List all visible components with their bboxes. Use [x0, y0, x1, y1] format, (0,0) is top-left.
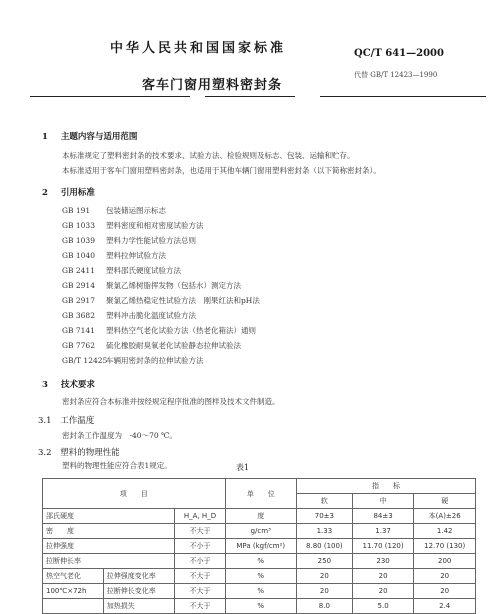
subsection-title: 工作温度	[60, 416, 95, 426]
reference-code: GB 2917	[62, 296, 95, 305]
reference-code: GB/T 12425	[62, 356, 108, 365]
row-value-soft: 70±3	[296, 509, 352, 524]
table-row	[43, 584, 476, 599]
subsection-3-1-heading	[38, 414, 94, 426]
reference-item	[62, 205, 166, 216]
row-item: 拉断伸长率	[43, 554, 175, 569]
reference-title: 塑料热空气老化试验方法（热老化箱法）通则	[106, 326, 256, 335]
row-value-hard: 本(A)±26	[414, 509, 476, 524]
table-row	[43, 554, 476, 569]
row-item: 100℃×72h	[43, 584, 104, 599]
row-unit: %	[225, 569, 296, 584]
row-subitem: 加热损失	[103, 599, 175, 614]
row-value-hard: 200	[414, 554, 476, 569]
reference-title: 车辆用密封条的拉伸试验方法	[106, 356, 204, 365]
section-number: 2	[42, 188, 48, 198]
row-value-medium: 20	[352, 584, 414, 599]
row-value-soft: 8.80 (100)	[296, 539, 352, 554]
subsection-3-1-text: 密封条工作温度为 -40～70 ℃。	[62, 431, 177, 440]
table-row	[43, 539, 476, 554]
row-item: 邵氏硬度	[43, 509, 175, 524]
row-value-soft: 250	[296, 554, 352, 569]
row-method: 不小于	[175, 554, 225, 569]
row-value-soft: 20	[296, 584, 352, 599]
reference-code: GB 2411	[62, 266, 95, 275]
section-2-heading	[42, 186, 95, 198]
reference-item	[62, 265, 181, 276]
row-value-medium: 84±3	[352, 509, 414, 524]
reference-code: GB 1040	[62, 251, 95, 260]
reference-code: GB 3682	[62, 311, 95, 320]
reference-title: 聚氯乙烯热稳定性试验方法 刚果红法和pH法	[106, 296, 260, 305]
reference-code: GB 7762	[62, 341, 95, 350]
row-value-soft: 1.33	[296, 524, 352, 539]
row-unit: %	[225, 584, 296, 599]
reference-title: 聚氯乙烯树脂挥发物（包括水）测定方法	[106, 281, 241, 290]
section-title: 引用标准	[60, 188, 95, 198]
row-item	[43, 599, 104, 614]
subsection-number: 3.2	[38, 448, 52, 458]
header-rule-mid	[205, 96, 295, 97]
row-subitem: 拉伸强度变化率	[103, 569, 175, 584]
row-unit: g/cm³	[225, 524, 296, 539]
section-number: 3	[42, 380, 48, 390]
reference-code: GB 7141	[62, 326, 95, 335]
section-1-heading	[42, 130, 137, 142]
reference-title: 塑料拉伸试验方法	[106, 251, 166, 260]
row-method: 不大于	[175, 584, 225, 599]
section-1-paragraph: 本标准适用于客车门窗用塑料密封条，也适用于其他车辆门窗用塑料密封条（以下简称密封条）。	[62, 166, 381, 175]
row-value-hard: 20	[414, 569, 476, 584]
section-3-paragraph: 密封条应符合本标准并按经规定程序批准的图样及技术文件制造。	[62, 397, 280, 406]
section-title: 主题内容与适用范围	[60, 132, 138, 142]
reference-item	[62, 340, 241, 351]
table-row	[43, 509, 476, 524]
row-value-hard: 1.42	[414, 524, 476, 539]
header-rule-right	[320, 96, 486, 97]
row-unit: 度	[225, 509, 296, 524]
reference-title: 硫化橡胶耐臭氧老化试验静态拉伸试验法	[106, 341, 241, 350]
document-title: 客车门窗用塑料密封条	[142, 78, 283, 93]
reference-item	[62, 220, 204, 231]
table-row	[43, 524, 476, 539]
subsection-number: 3.1	[38, 416, 52, 426]
row-method: 不小于	[175, 539, 225, 554]
subsection-3-2-text: 塑料的物理性能应符合表1规定。	[62, 461, 172, 470]
row-method: 不大于	[175, 569, 225, 584]
reference-title: 塑料密度和相对密度试验方法	[106, 221, 204, 230]
row-subitem: 拉断伸长变化率	[103, 584, 175, 599]
row-value-hard: 20	[414, 584, 476, 599]
row-unit: %	[225, 554, 296, 569]
subsection-3-2-heading	[38, 446, 120, 458]
row-item: 密 度	[43, 524, 175, 539]
section-3-heading	[42, 378, 95, 390]
row-value-medium: 1.37	[352, 524, 414, 539]
row-item: 热空气老化	[43, 569, 104, 584]
reference-item	[62, 235, 196, 246]
row-item: 拉伸强度	[43, 539, 175, 554]
row-method: H_A, H_D	[175, 509, 225, 524]
header-medium: 中	[352, 494, 414, 509]
row-value-medium: 11.70 (120)	[352, 539, 414, 554]
replaces-note: 代替 GB/T 12423—1990	[354, 71, 438, 79]
row-unit: %	[225, 599, 296, 614]
reference-code: GB 1039	[62, 236, 95, 245]
national-standard-heading: 中华人民共和国国家标准	[110, 41, 287, 56]
row-value-medium: 230	[352, 554, 414, 569]
row-method: 不大于	[175, 524, 225, 539]
row-value-soft: 20	[296, 569, 352, 584]
reference-item	[62, 355, 204, 366]
reference-item	[62, 310, 196, 321]
reference-title: 包装储运图示标志	[106, 206, 166, 215]
row-value-medium: 20	[352, 569, 414, 584]
reference-item	[62, 280, 241, 291]
reference-code: GB 2914	[62, 281, 95, 290]
row-value-hard: 12.70 (130)	[414, 539, 476, 554]
row-value-hard: 2.4	[414, 599, 476, 614]
row-method: 不大于	[175, 599, 225, 614]
section-1-paragraph: 本标准规定了塑料密封条的技术要求、试验方法、检验规则及标志、包装、运输和贮存。	[62, 151, 355, 160]
header-soft: 软	[296, 494, 352, 509]
reference-title: 塑料冲击脆化温度试验方法	[106, 311, 196, 320]
header-index-group: 指 标	[296, 479, 475, 494]
subsection-title: 塑料的物理性能	[60, 448, 120, 458]
header-rule-left	[30, 96, 190, 97]
header-item: 项 目	[43, 479, 226, 509]
reference-item	[62, 295, 260, 306]
section-title: 技术要求	[60, 380, 95, 390]
reference-item	[62, 325, 256, 336]
section-number: 1	[42, 132, 48, 142]
reference-code: GB 191	[62, 206, 91, 215]
reference-title: 塑料邵氏硬度试验方法	[106, 266, 181, 275]
reference-code: GB 1033	[62, 221, 95, 230]
header-unit: 单 位	[225, 479, 296, 509]
row-value-medium: 5.0	[352, 599, 414, 614]
row-value-soft: 8.0	[296, 599, 352, 614]
reference-title: 塑料力学性能试验方法总则	[106, 236, 196, 245]
table-row	[43, 599, 476, 614]
physical-properties-table	[42, 478, 476, 614]
row-unit: MPa (kgf/cm²)	[225, 539, 296, 554]
table-row	[43, 569, 476, 584]
header-hard: 硬	[414, 494, 476, 509]
table-header-row	[43, 479, 476, 494]
standard-code: QC/T 641—2000	[354, 48, 444, 59]
reference-item	[62, 250, 166, 261]
table-caption: 表1	[236, 463, 250, 472]
